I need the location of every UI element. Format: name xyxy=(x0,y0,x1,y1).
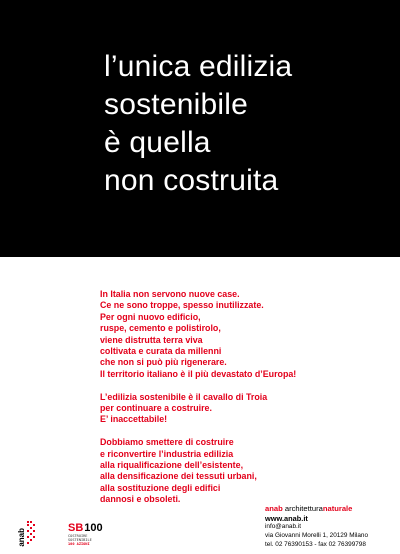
manifesto-paragraph xyxy=(100,392,385,426)
text-line: Dobbiamo smettere di costruire xyxy=(100,437,234,448)
text-line: In Italia non servono nuove case. xyxy=(100,289,240,299)
sb100-logo xyxy=(68,523,104,549)
manifesto-text xyxy=(100,289,385,517)
text-line: Ce ne sono troppe, spesso inutilizzate. xyxy=(100,300,264,311)
text-line: E’ inaccettabile! xyxy=(100,414,168,425)
contact-block xyxy=(265,504,368,549)
text-line: e riconvertire l’industria edilizia xyxy=(100,448,234,459)
text-line: alla sostituzione degli edifici xyxy=(100,482,221,493)
text-line: Il territorio italiano è il più devastato d’Europa! xyxy=(100,368,297,379)
text-line: ruspe, cemento e polistirolo, xyxy=(100,323,221,334)
headline-line: è quella xyxy=(104,126,211,159)
email-link[interactable]: info@anab.it xyxy=(265,523,301,530)
brand-name xyxy=(265,504,368,514)
headline-line: sostenibile xyxy=(104,88,248,121)
text-line: alla riqualificazione dell’esistente, xyxy=(100,460,244,471)
address: via Giovanni Morelli 1, 20129 Milano xyxy=(265,531,369,539)
text-line: coltivata e curata da millenni xyxy=(100,346,222,357)
brand-naturale: naturale xyxy=(322,504,353,513)
text-line: dannosi e obsoleti. xyxy=(100,494,181,505)
sb100-mark xyxy=(68,523,104,534)
phone-fax: tel. 02 76390153 - fax 02 76399798 xyxy=(265,540,366,548)
svg-text:anab: anab xyxy=(17,528,26,547)
brand-anab: anab xyxy=(265,504,283,513)
manifesto-paragraph xyxy=(100,437,385,505)
sb100-number: 100 xyxy=(84,522,103,534)
text-line: per continuare a costruire. xyxy=(100,403,212,414)
text-line: L’edilizia sostenibile è il cavallo di Troia xyxy=(100,391,268,402)
headline-line: non costruita xyxy=(104,164,279,197)
headline-line: l’unica edilizia xyxy=(104,50,293,83)
manifesto-paragraph xyxy=(100,289,385,380)
sb100-symbol: SB xyxy=(68,522,84,534)
anab-logo xyxy=(14,515,44,549)
text-line: alla densificazione dei tessuti urbani, xyxy=(100,471,257,482)
website-link[interactable]: www.anab.it xyxy=(265,513,308,523)
sb100-line: COSTRUIRE xyxy=(68,534,88,538)
headline xyxy=(104,48,292,200)
text-line: che non si può più rigenerare. xyxy=(100,357,227,368)
sb100-line: SOSTENIBILE xyxy=(68,538,92,543)
text-line: viene distrutta terra viva xyxy=(100,334,203,345)
sb100-line: 100 AZIONI xyxy=(68,542,90,547)
brand-architettura: architettura xyxy=(282,504,323,513)
text-line: Per ogni nuovo edificio, xyxy=(100,311,201,322)
